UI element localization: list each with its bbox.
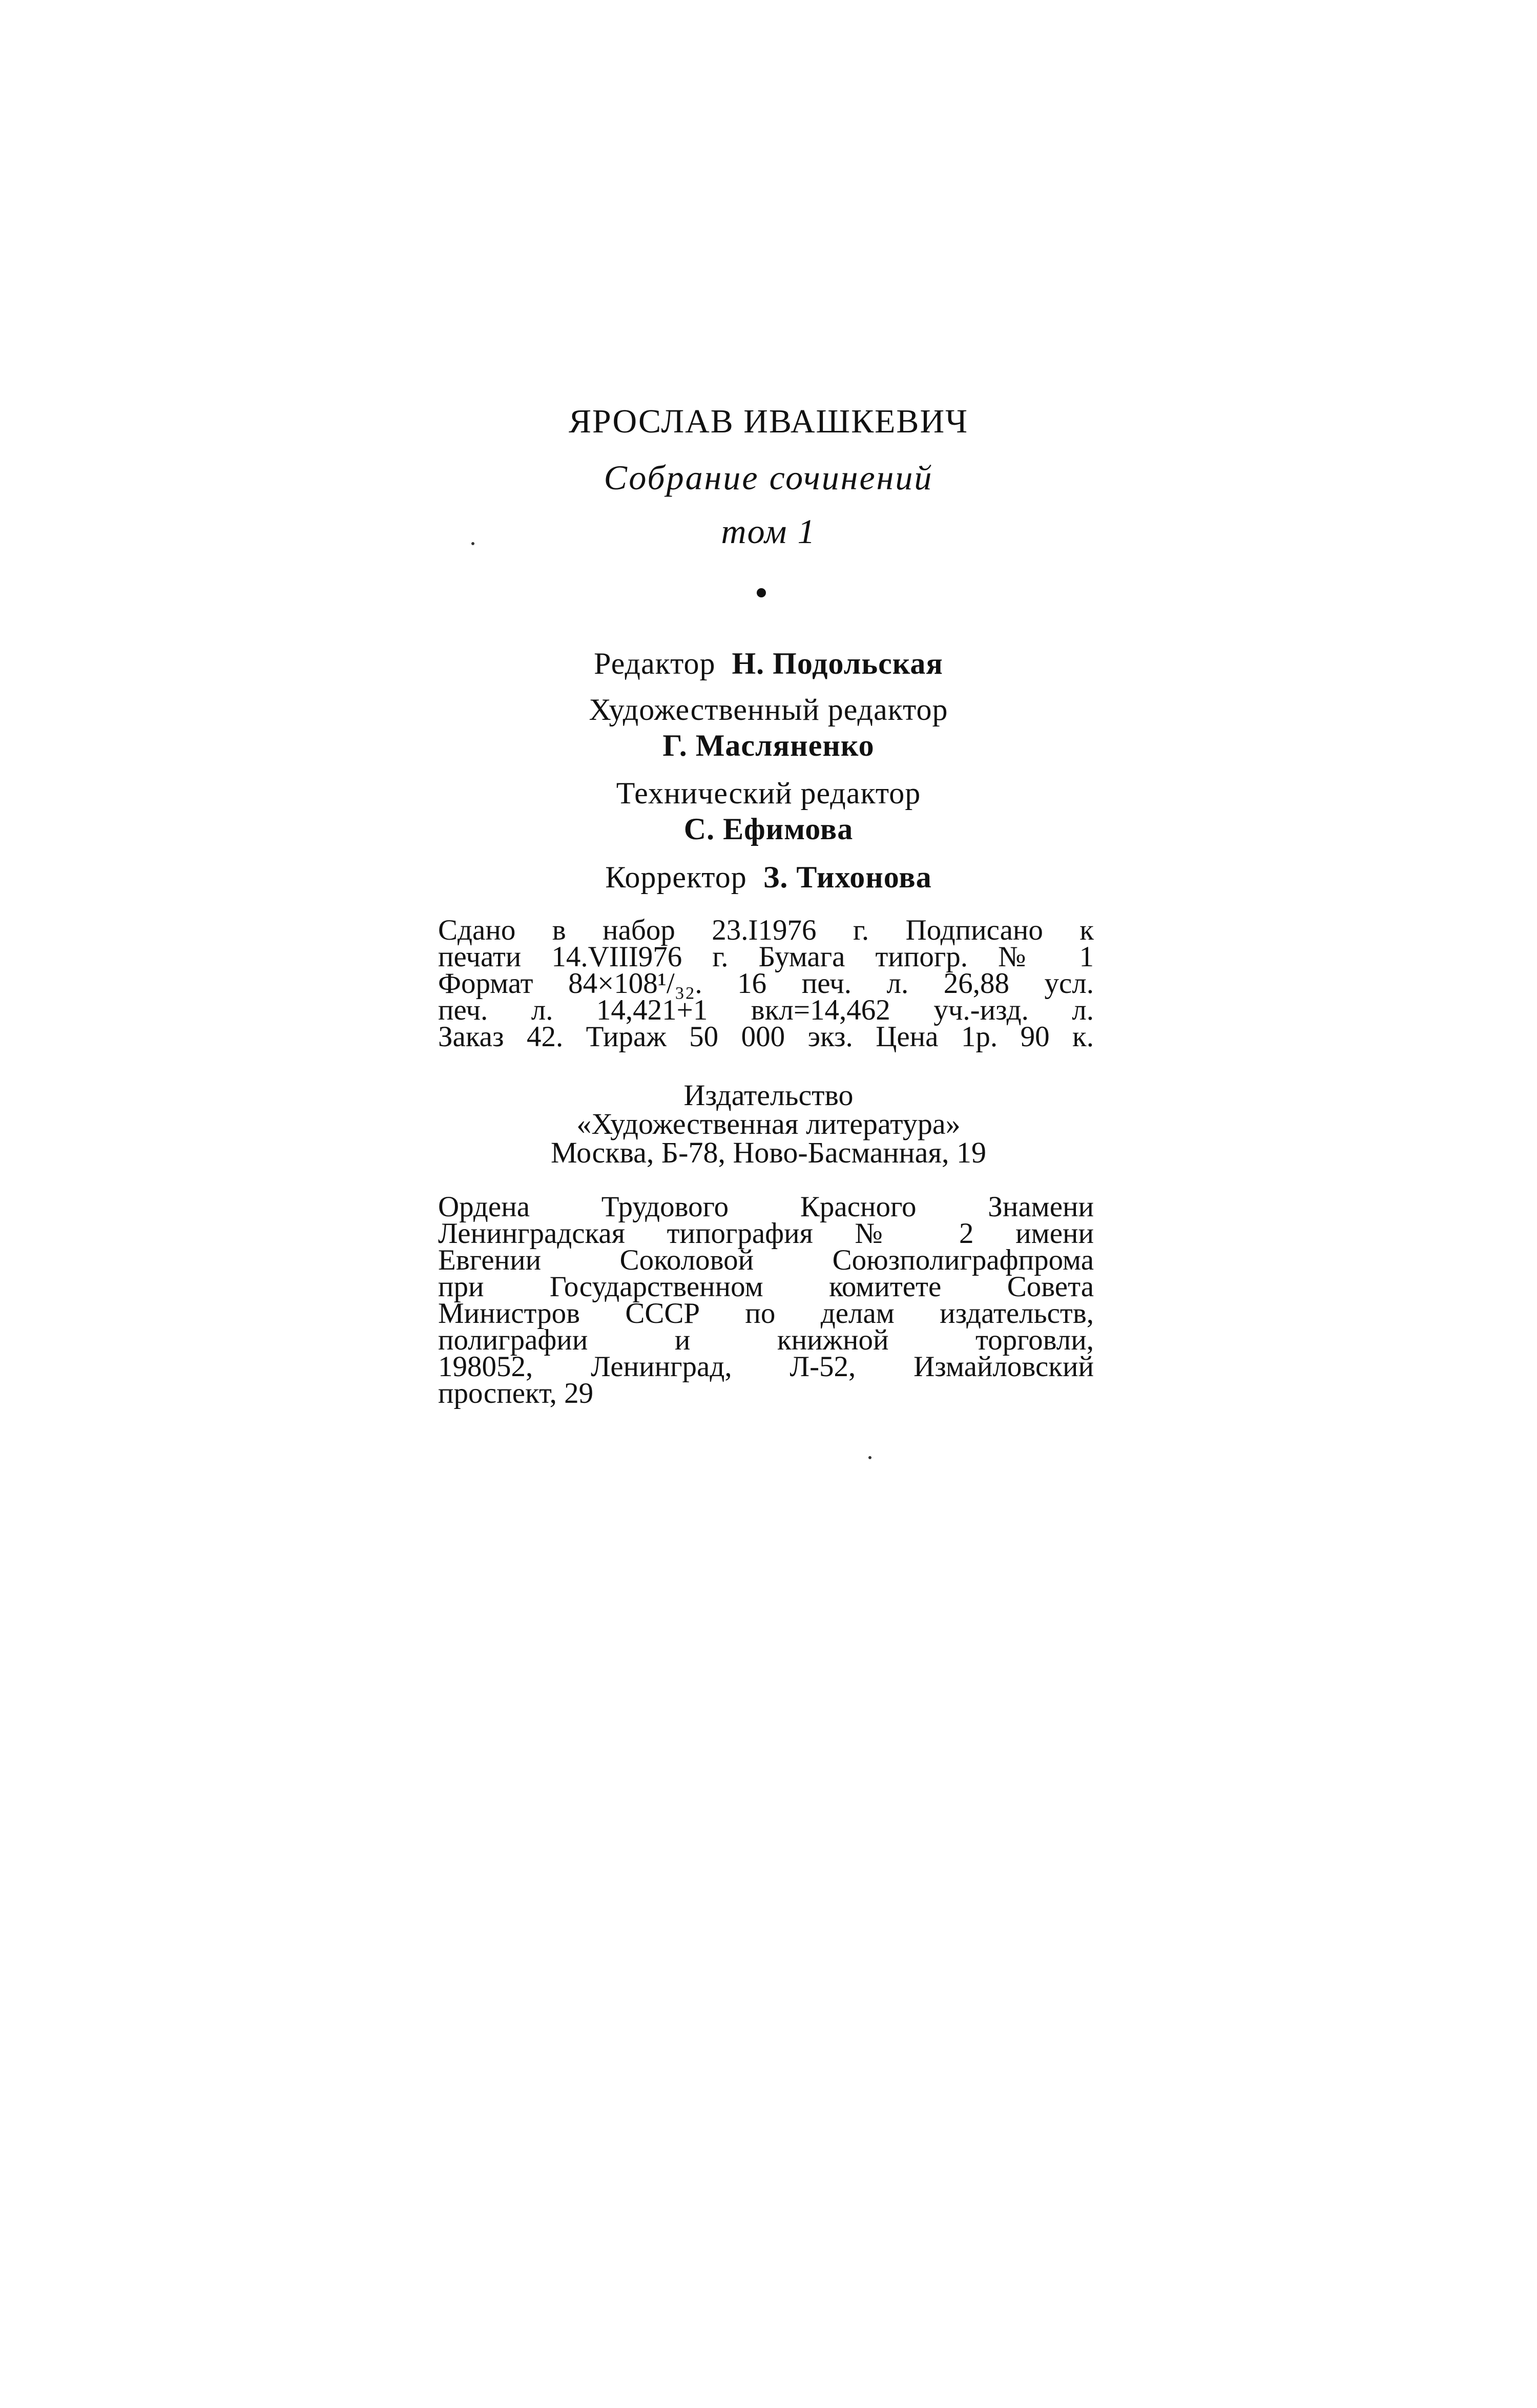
printer-line: Министров СССР по делам издательств,: [438, 1297, 1094, 1330]
tech-editor-role: Технический редактор: [616, 776, 921, 810]
print-speck: [471, 542, 474, 545]
publisher-block: [0, 1078, 1537, 1169]
publisher-address: Москва, Б-78, Ново-Басманная, 19: [550, 1136, 986, 1169]
print-detail-line: Сдано в набор 23.I1976 г. Подписано к: [438, 914, 1094, 946]
editor-credit: [0, 648, 1537, 679]
proofreader-role: Корректор: [605, 860, 747, 894]
publisher-label: Издательство: [683, 1078, 854, 1112]
volume-number: том 1: [721, 512, 816, 551]
printer-line: полиграфии и книжной торговли,: [438, 1324, 1094, 1356]
bullet-separator: [757, 588, 766, 597]
proofreader-credit: [0, 862, 1537, 892]
publisher-name: «Художественная литература»: [576, 1107, 961, 1140]
print-speck: [868, 1456, 871, 1459]
tech-editor-name: С. Ефимова: [683, 812, 854, 846]
editor-name: Н. Подольская: [732, 647, 943, 680]
print-detail-line: Заказ 42. Тираж 50 000 экз. Цена 1р. 90 к.: [438, 1021, 1094, 1053]
printer-line: Ленинградская типография № 2 имени: [438, 1217, 1094, 1250]
print-detail-line: Формат 84×108¹/₃₂. 16 печ. л. 26,88 усл.: [438, 967, 1094, 1000]
print-details: [438, 914, 1094, 1053]
print-detail-line: печ. л. 14,421+1 вкл=14,462 уч.-изд. л.: [438, 994, 1094, 1026]
printer-line: Евгении Соколовой Союзполиграфпрома: [438, 1244, 1094, 1276]
printer-line: 198052, Ленинград, Л-52, Измайловский: [438, 1351, 1094, 1383]
printer-details: [438, 1191, 1094, 1409]
printer-line: проспект, 29: [438, 1377, 594, 1409]
proofreader-name: З. Тихонова: [763, 860, 932, 894]
collection-title: Собрание сочинений: [604, 458, 933, 497]
art-editor-role: Художественный редактор: [589, 693, 948, 726]
print-detail-line: печати 14.VIII976 г. Бумага типогр. № 1: [438, 941, 1094, 973]
printer-line: при Государственном комитете Совета: [438, 1271, 1094, 1303]
author-name: ЯРОСЛАВ ИВАШКЕВИЧ: [568, 403, 968, 440]
editor-role: Редактор: [594, 647, 716, 680]
printer-line: Ордена Трудового Красного Знамени: [438, 1191, 1094, 1223]
art-editor-name: Г. Масляненко: [662, 729, 875, 762]
